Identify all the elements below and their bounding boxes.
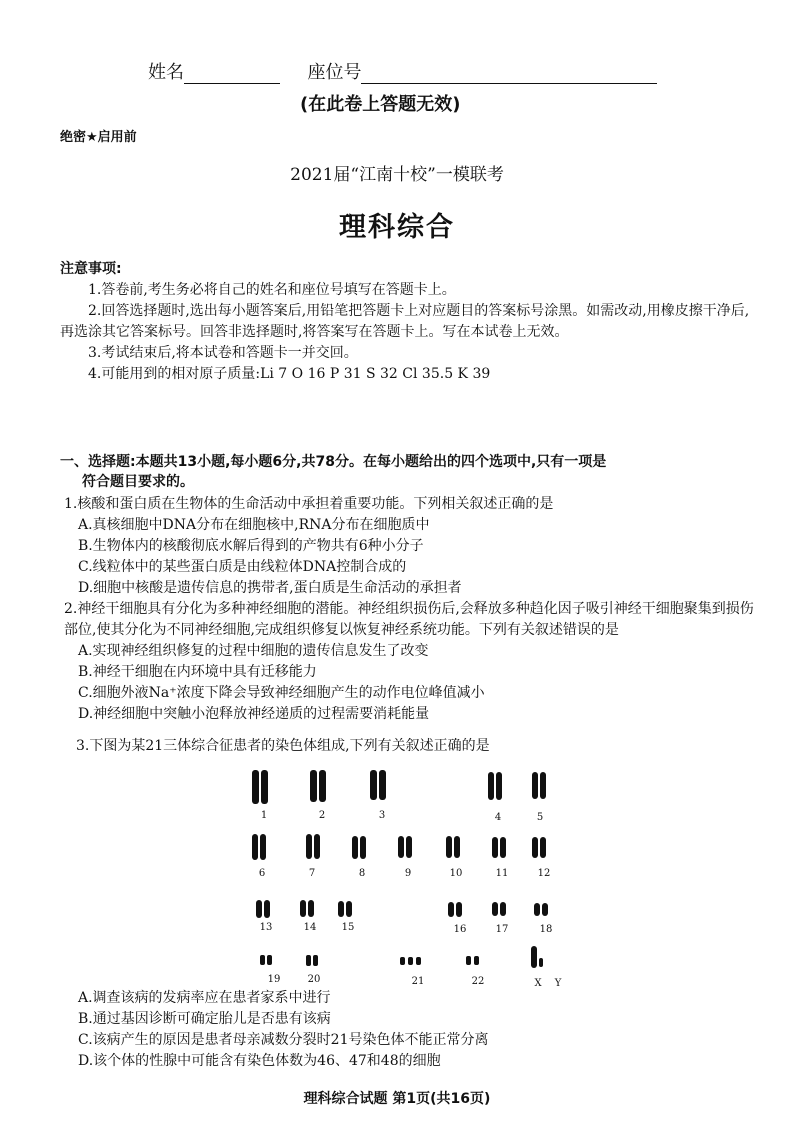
- chromosome-label: 11: [495, 868, 509, 879]
- section-heading-line2: 符合题目要求的。: [82, 474, 194, 490]
- chromosome-label: 17: [495, 924, 509, 935]
- option-a: A.真核细胞中DNA分布在细胞核中,RNA分布在细胞质中: [78, 517, 430, 533]
- subject-title: 理科综合: [339, 212, 455, 243]
- chromosome-label: 12: [537, 868, 551, 879]
- chromosome-label: 15: [341, 922, 355, 933]
- chromosome-label: 8: [358, 868, 366, 879]
- notice-item: 1.答卷前,考生务必将自己的姓名和座位号填写在答题卡上。: [88, 282, 456, 298]
- chromosome-label: 20: [307, 974, 321, 985]
- chromosome-label: 14: [303, 922, 317, 933]
- chromosome-label: 2: [318, 810, 326, 821]
- chromosome-row-3: [256, 900, 548, 918]
- invalid-note: (在此卷上答题无效): [300, 94, 461, 115]
- chromosome-label: 3: [378, 810, 386, 821]
- option-c: C.线粒体中的某些蛋白质是由线粒体DNA控制合成的: [78, 559, 407, 575]
- question-stem: 3.下图为某21三体综合征患者的染色体组成,下列有关叙述正确的是: [76, 738, 490, 754]
- question-stem: 2.神经干细胞具有分化为多种神经细胞的潜能。神经组织损伤后,会释放多种趋化因子吸引神经干细胞聚集到损伤部位,使其分化为不同神经细胞,完成组织修复以恢复神经系统功能。下列有关叙述错误的是: [64, 601, 754, 638]
- notice-heading: 注意事项:: [60, 261, 122, 277]
- name-blank[interactable]: [184, 65, 280, 84]
- chromosome-row-4: [260, 946, 543, 968]
- chromosome-label: 13: [259, 922, 273, 933]
- chromosome-label: 18: [539, 924, 553, 935]
- option-d: D.该个体的性腺中可能含有染色体数为46、47和48的细胞: [78, 1053, 441, 1069]
- notice-item: 3.考试结束后,将本试卷和答题卡一并交回。: [88, 345, 358, 361]
- question-stem: 1.核酸和蛋白质在生物体的生命活动中承担着重要功能。下列相关叙述正确的是: [64, 496, 554, 512]
- question-1: [64, 494, 754, 599]
- question-3: [64, 736, 754, 757]
- option-a: A.实现神经组织修复的过程中细胞的遗传信息发生了改变: [78, 643, 429, 659]
- karyotype-figure: [240, 762, 580, 992]
- chromosome-row-2: [252, 834, 546, 860]
- secret-label: 绝密★启用前: [60, 130, 137, 145]
- question-2: [64, 599, 754, 725]
- option-a: A.调查该病的发病率应在患者家系中进行: [78, 990, 331, 1006]
- name-label: 姓名: [148, 62, 184, 83]
- chromosome-label: 21: [411, 976, 425, 987]
- option-c: C.该病产生的原因是患者母亲减数分裂时21号染色体不能正常分离: [78, 1032, 489, 1048]
- name-seat-line: [148, 58, 657, 84]
- chromosome-label: 6: [258, 868, 266, 879]
- chromosome-label: 7: [308, 868, 316, 879]
- option-d: D.细胞中核酸是遗传信息的携带者,蛋白质是生命活动的承担者: [78, 580, 462, 596]
- chromosome-label: X: [534, 978, 542, 989]
- chromosome-label: 16: [453, 924, 467, 935]
- chromosome-label: 9: [404, 868, 412, 879]
- chromosome-label: 22: [471, 976, 485, 987]
- section-heading-line1: 一、选择题:本题共13小题,每小题6分,共78分。在每小题给出的四个选项中,只有一项是: [60, 454, 607, 470]
- seat-label: 座位号: [307, 62, 362, 83]
- option-d: D.神经细胞中突触小泡释放神经递质的过程需要消耗能量: [78, 706, 430, 722]
- notice-item: 2.回答选择题时,选出每小题答案后,用铅笔把答题卡上对应题目的答案标号涂黑。如需改动,用橡皮擦干净后,再选涂其它答案标号。回答非选择题时,将答案写在答题卡上。写在本试卷上无效。: [60, 303, 750, 340]
- chromosome-label: 19: [267, 974, 281, 985]
- option-b: B.生物体内的核酸彻底水解后得到的产物共有6种小分子: [78, 538, 424, 554]
- seat-blank[interactable]: [361, 65, 657, 84]
- question-3-options: [64, 988, 754, 1072]
- chromosome-label: 5: [536, 812, 544, 823]
- option-b: B.通过基因诊断可确定胎儿是否患有该病: [78, 1011, 331, 1027]
- section-heading: [60, 452, 750, 492]
- exam-title: 2021届“江南十校”一模联考: [290, 165, 504, 185]
- chromosome-row-1: [252, 770, 546, 804]
- option-c: C.细胞外液Na⁺浓度下降会导致神经细胞产生的动作电位峰值减小: [78, 685, 485, 701]
- chromosome-label: 4: [494, 812, 502, 823]
- option-b: B.神经干细胞在内环境中具有迁移能力: [78, 664, 317, 680]
- notice-item: 4.可能用到的相对原子质量:Li 7 O 16 P 31 S 32 Cl 35.5 K 39: [88, 366, 491, 382]
- page-footer: 理科综合试题 第1页(共16页): [303, 1091, 491, 1107]
- chromosome-label: 1: [260, 810, 268, 821]
- chromosome-label: Y: [554, 978, 562, 989]
- notice-list: [60, 280, 750, 385]
- chromosome-label: 10: [449, 868, 463, 879]
